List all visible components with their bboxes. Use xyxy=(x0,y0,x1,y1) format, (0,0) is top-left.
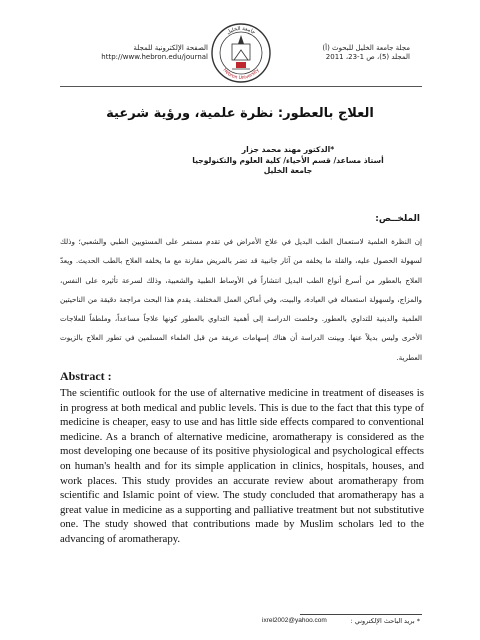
journal-name: مجلة جامعة الخليل للبحوث (أ) xyxy=(322,44,410,52)
journal-website-url[interactable]: http://www.hebron.edu/journal xyxy=(101,53,208,61)
header-divider xyxy=(60,86,422,87)
author-block xyxy=(168,145,408,177)
paper-title: العلاج بالعطور: نظرة علمية، ورؤية شرعية xyxy=(106,106,374,121)
journal-website-label: الصفحة الإلكترونية للمجلة xyxy=(133,44,208,52)
journal-volume: المجلد (5)، ص 1-23، 2011 xyxy=(325,53,410,61)
svg-text:Hebron University: Hebron University xyxy=(221,67,261,82)
arabic-abstract-heading: الملخــص: xyxy=(375,214,420,224)
arabic-abstract-body: إن النظرة العلمية لاستعمال الطب البديل في علاج الأمراض في تقدم مستمر على المستويين الطبي والشعبي؛ وذلك لسهولة الحصول عليه، والقلة ما يخلفه من آثار جانبية قد تضر بالمريض مقارنة مع ما يخلفه العلاج بالطب الحديث. ويعدّ العلاج بالعطور من أسرع أنواع الطب البديل انتشاراً في الأوساط الطبية والشعبية، وذلك لسرعة تأثيره على النفس، والمزاج، ولسهولة استعماله في العيادة، والبيت، وفي أماكن العمل المختلفة. يقدم هذا البحث مراجعة دقيقة من الناحيتين العلمية والدينية للتداوي بالعطور. وخلصت الدراسة إلى أهمية التداوي بالعطور كونها علاجاً مساعداً، وملطفاً للعلاجات الأخرى وليس بديلاً عنها. وبينت الدراسة أن هناك إسهامات عريقة من قبل العلماء المسلمين في تطور العلاج بالزيوت العطرية. xyxy=(60,237,422,362)
university-seal-logo xyxy=(210,22,272,84)
journal-website-block xyxy=(68,44,208,62)
footnote-divider xyxy=(300,614,422,615)
english-abstract-body: The scientific outlook for the use of alternative medicine in treatment of diseases is in progress at both medical and public levels. This is due to the fact that this type of medicine is cheaper, easy to use and has little side effects compared to conventional medicine. As a branch of alternative medicine, aromatherapy is considered as the most developing one because of its positive physiological and psychological effects on human's health and for its simple application in clinics, hospitals, houses, and work places. This study provides an accurate review about aromatherapy from scientific and Islamic point of view. The study concluded that aromatherapy has a great value in medicine as a supporting and palliative treatment but not substitutive one. The study showed that contributions made by Muslim scholars led to the advancing of aromatherapy. xyxy=(60,387,424,545)
footnote-email[interactable]: ixrel2002@yahoo.com xyxy=(262,617,327,624)
author-position: أستاذ مساعد/ قسم الأحياء/ كلية العلوم والتكنولوجيا xyxy=(192,155,384,165)
author-name: *الدكتور مهند محمد جزار xyxy=(241,145,335,154)
english-abstract-heading: Abstract : xyxy=(60,369,112,383)
svg-text:جامعة الخليل: جامعة الخليل xyxy=(225,25,257,36)
author-university: جامعة الخليل xyxy=(263,166,313,175)
footnote-email-label: * بريد الباحث الإلكتروني : xyxy=(350,617,420,625)
journal-citation-block xyxy=(280,44,410,62)
